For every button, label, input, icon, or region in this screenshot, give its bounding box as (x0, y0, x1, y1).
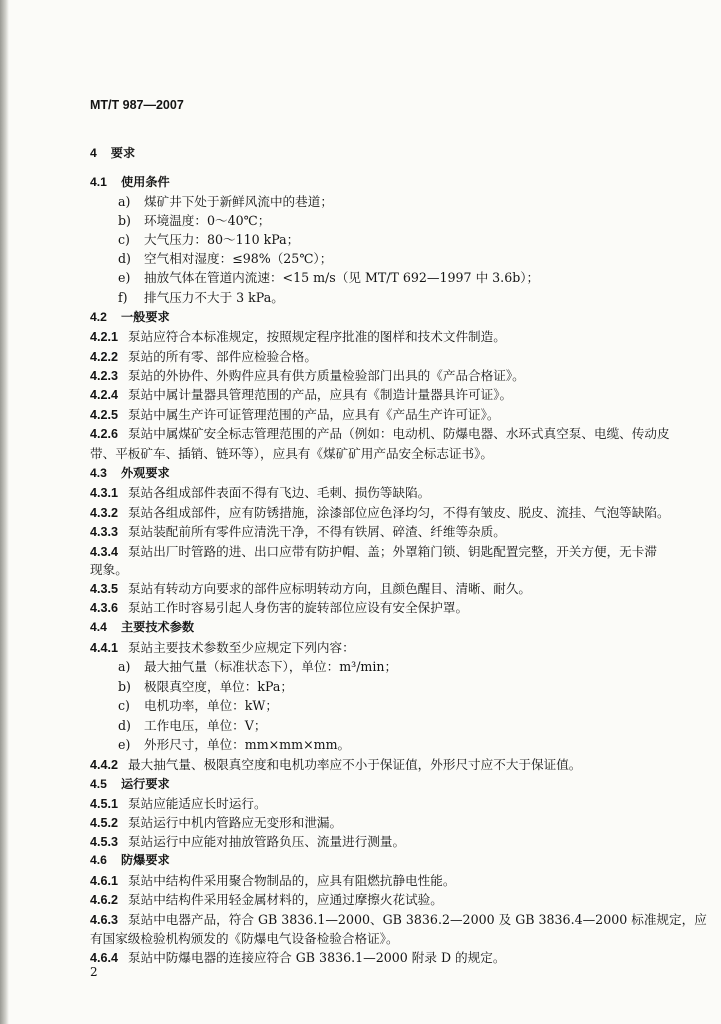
list-item-text: 工作电压，单位：V； (144, 718, 267, 733)
clause-text: 泵站有转动方向要求的部件应标明转动方向，且颜色醒目、清晰、耐久。 (128, 581, 532, 596)
clause-text: 最大抽气量、极限真空度和电机功率应不小于保证值，外形尺寸应不大于保证值。 (128, 757, 582, 772)
list-item-marker: a) (118, 194, 131, 209)
clause-number: 4.3.4 (90, 545, 119, 559)
section-heading (90, 853, 170, 868)
clause-number: 4.2.1 (90, 330, 119, 344)
section-heading (90, 777, 170, 792)
clause-number: 4.3.5 (90, 582, 119, 596)
clause-number: 4.5.2 (90, 816, 119, 830)
clause-text: 泵站中结构件采用轻金属材料的，应通过摩擦火花试验。 (128, 892, 443, 907)
clause-number: 4.6.4 (90, 951, 119, 965)
section-title: 外观要求 (120, 466, 170, 480)
clause-paragraph (90, 892, 443, 908)
clause-paragraph (90, 407, 500, 423)
section-number: 4.2 (90, 310, 107, 324)
list-item (118, 251, 332, 266)
list-item-marker: e) (118, 270, 131, 285)
clause-paragraph (90, 505, 670, 521)
list-item-marker: e) (118, 737, 131, 752)
clause-number: 4.2.5 (90, 408, 119, 422)
section-heading (90, 466, 170, 481)
list-item (118, 194, 333, 209)
clause-paragraph (90, 368, 525, 384)
clause-text: 泵站的所有零、部件应检验合格。 (128, 349, 317, 364)
clause-number: 4.2.4 (90, 388, 119, 402)
list-item-marker: c) (118, 232, 130, 247)
clause-text: 泵站中电器产品，符合 GB 3836.1—2000、GB 3836.2—2000 及 GB 3836.4—2000 标准规定，应 (128, 912, 707, 927)
section-heading (90, 146, 135, 161)
clause-text: 泵站应符合本标准规定，按照规定程序批准的图样和技术文件制造。 (128, 329, 506, 344)
clause-text: 泵站各组成部件，应有防锈措施，涂漆部位应色泽均匀，不得有皱皮、脱皮、流挂、气泡等缺陷。 (128, 505, 670, 520)
clause-number: 4.4.1 (90, 641, 119, 655)
list-item-marker: f) (118, 290, 128, 305)
clause-text: 泵站中结构件采用聚合物制品的，应具有阻燃抗静电性能。 (128, 873, 456, 888)
section-title: 主要技术参数 (120, 620, 195, 634)
list-item-text: 大气压力：80～110 kPa； (144, 232, 300, 247)
clause-text: 泵站中属计量器具管理范围的产品，应具有《制造计量器具许可证》。 (128, 387, 513, 402)
clause-text: 泵站中防爆电器的连接应符合 GB 3836.1—2000 附录 D 的规定。 (128, 950, 506, 965)
clause-text: 泵站应能适应长时运行。 (128, 796, 267, 811)
continuation-line: 现象。 (90, 562, 128, 577)
section-number: 4.6 (90, 853, 107, 867)
list-item-text: 抽放气体在管道内流速：<15 m/s（见 MT/T 692—1997 中 3.6b）； (144, 270, 540, 285)
section-title: 防爆要求 (120, 853, 170, 867)
list-item-text: 空气相对湿度：≤98%（25℃）； (144, 251, 333, 266)
clause-paragraph (90, 349, 317, 365)
clause-paragraph (90, 524, 506, 540)
section-title: 一般要求 (120, 310, 170, 324)
list-item (118, 232, 299, 247)
clause-text: 泵站的外协件、外购件应具有供方质量检验部门出具的《产品合格证》。 (128, 368, 525, 383)
list-item (118, 213, 270, 228)
clause-number: 4.3.6 (90, 601, 119, 615)
clause-number: 4.6.3 (90, 913, 119, 927)
section-heading (90, 175, 170, 190)
list-item-text: 电机功率，单位：kW； (144, 698, 278, 713)
clause-paragraph (90, 600, 468, 616)
list-item-text: 极限真空度，单位：kPa； (144, 679, 293, 694)
scan-edge-shadow (0, 0, 9, 1024)
list-item (118, 659, 397, 674)
clause-number: 4.5.1 (90, 797, 119, 811)
list-item-marker: a) (118, 659, 131, 674)
clause-text: 泵站工作时容易引起人身伤害的旋转部位应设有安全保护罩。 (128, 600, 469, 615)
list-item (118, 679, 293, 694)
clause-text: 泵站装配前所有零件应清洗干净，不得有铁屑、碎渣、纤维等杂质。 (128, 524, 506, 539)
list-item-marker: c) (118, 698, 130, 713)
clause-paragraph (90, 815, 342, 831)
clause-paragraph (90, 426, 670, 442)
clause-paragraph (90, 640, 355, 656)
clause-number: 4.6.2 (90, 893, 119, 907)
list-item (118, 737, 350, 752)
list-item (118, 290, 284, 305)
clause-paragraph (90, 485, 430, 501)
section-number: 4.4 (90, 620, 107, 634)
page-number: 2 (90, 965, 98, 979)
continuation-line: 带、平板矿车、插销、链环等），应具有《煤矿矿用产品安全标志证书》。 (90, 446, 493, 461)
section-title: 运行要求 (120, 777, 170, 791)
section-title: 使用条件 (120, 175, 170, 189)
list-item-marker: d) (118, 718, 131, 733)
clause-paragraph (90, 757, 581, 773)
section-title: 要求 (110, 146, 136, 160)
clause-paragraph (90, 834, 405, 850)
clause-paragraph (90, 950, 505, 966)
clause-number: 4.6.1 (90, 874, 119, 888)
section-heading (90, 620, 194, 635)
section-number: 4 (90, 146, 97, 160)
clause-paragraph (90, 912, 707, 928)
clause-number: 4.5.3 (90, 835, 119, 849)
clause-number: 4.3.2 (90, 506, 119, 520)
list-item-marker: b) (118, 213, 131, 228)
clause-number: 4.3.3 (90, 525, 119, 539)
clause-number: 4.3.1 (90, 486, 119, 500)
clause-paragraph (90, 387, 512, 403)
clause-paragraph (90, 544, 657, 560)
section-number: 4.1 (90, 175, 107, 189)
clause-paragraph (90, 329, 506, 345)
list-item-text: 煤矿井下处于新鲜风流中的巷道； (144, 194, 333, 209)
clause-number: 4.4.2 (90, 758, 119, 772)
clause-text: 泵站中属煤矿安全标志管理范围的产品（例如：电动机、防爆电器、水环式真空泵、电缆、传动皮 (128, 426, 670, 441)
list-item-text: 外形尺寸，单位：mm×mm×mm。 (144, 737, 351, 752)
section-heading (90, 310, 170, 325)
section-number: 4.3 (90, 466, 107, 480)
clause-text: 泵站中属生产许可证管理范围的产品，应具有《产品生产许可证》。 (128, 407, 500, 422)
continuation-line: 有国家级检验机构颁发的《防爆电气设备检验合格证》。 (90, 931, 399, 946)
clause-text: 泵站运行中机内管路应无变形和泄漏。 (128, 815, 343, 830)
list-item (118, 718, 266, 733)
clause-paragraph (90, 796, 267, 812)
clause-paragraph (90, 873, 455, 889)
list-item (118, 698, 278, 713)
list-item-text: 排气压力不大于 3 kPa。 (144, 290, 284, 305)
clause-text: 泵站主要技术参数至少应规定下列内容： (128, 640, 355, 655)
section-number: 4.5 (90, 777, 107, 791)
list-item-marker: d) (118, 251, 131, 266)
standard-code-header: MT/T 987—2007 (90, 98, 184, 112)
clause-number: 4.2.3 (90, 369, 119, 383)
clause-text: 泵站出厂时管路的进、出口应带有防护帽、盖；外罩箱门锁、钥匙配置完整，开关方便，无卡滞 (128, 544, 657, 559)
clause-paragraph (90, 581, 531, 597)
list-item-text: 最大抽气量（标准状态下），单位：m³/min； (144, 659, 398, 674)
list-item-text: 环境温度：0～40℃； (144, 213, 271, 228)
clause-number: 4.2.6 (90, 427, 119, 441)
clause-number: 4.2.2 (90, 350, 119, 364)
list-item (118, 270, 539, 285)
clause-text: 泵站各组成部件表面不得有飞边、毛刺、损伤等缺陷。 (128, 485, 431, 500)
list-item-marker: b) (118, 679, 131, 694)
clause-text: 泵站运行中应能对抽放管路负压、流量进行测量。 (128, 834, 406, 849)
